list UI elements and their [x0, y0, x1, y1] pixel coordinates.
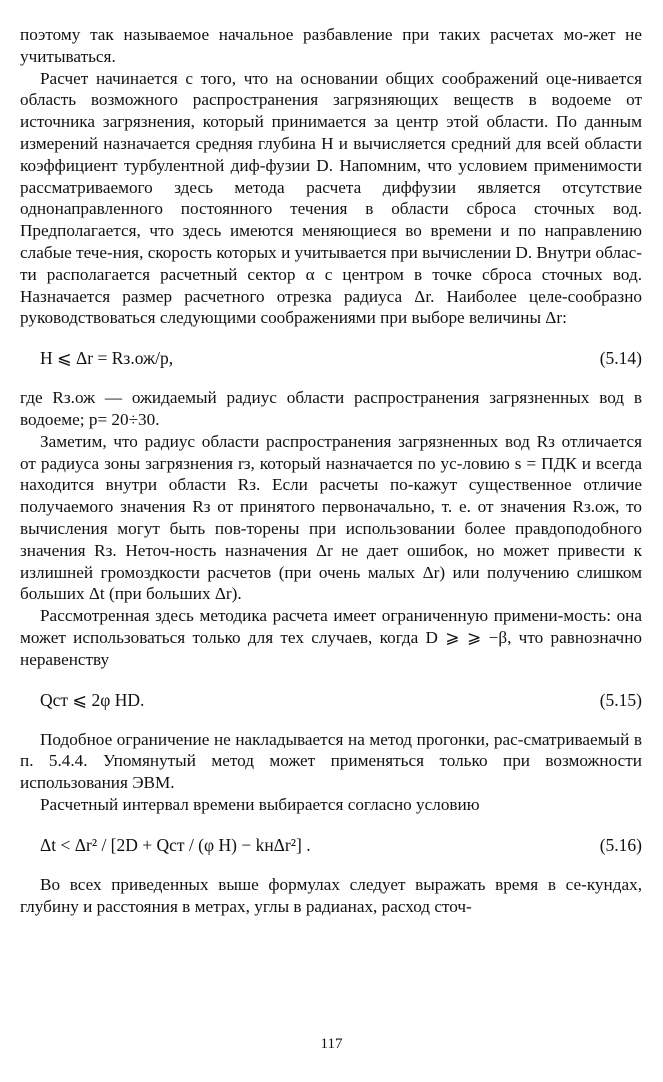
paragraph-continuation: поэтому так называемое начальное разбавление при таких расчетах мо-жет не учитываться.: [20, 25, 642, 66]
paragraph-time-interval: Расчетный интервал времени выбирается согласно условию: [40, 794, 480, 814]
formula-number: (5.15): [599, 689, 642, 710]
page-number: 117: [320, 1036, 343, 1052]
formula-expression: Δt < Δr² / [2D + Qст / (φ H) − kнΔr²] .: [40, 834, 311, 855]
formula-number: (5.14): [599, 348, 642, 369]
paragraph-note: Заметим, что радиус области распространения загрязненных вод Rз отличается от радиуса зоны загрязнения rз, который назначается по ус-ловию s = ПДК и всегда находится внутри области Rз. Если расчеты по-кажут существенное отличие получаемого значения Rз от принятого первоначально, т. е. от значения Rз.ож, то вычисления могут быть пов-торены при использовании более правдоподобного значения Rз. Неточ-ность назначения Δr не дает ошибок, но может привести к излишней громоздкости расчетов (при очень малых Δr) или получению слишком больших Δt (при больших Δr).: [20, 431, 642, 604]
page-body: [20, 24, 642, 917]
formula-5-15: [20, 690, 642, 712]
formula-number: (5.16): [599, 834, 642, 855]
formula-5-16: [20, 835, 642, 857]
paragraph-units: Во всех приведенных выше формулах следует выражать время в се-кундах, глубину и расстояния в метрах, углы в радианах, расход сточ-: [20, 874, 642, 916]
paragraph-where: где Rз.ож — ожидаемый радиус области распространения загрязненных вод в водоеме; p= 20÷30.: [20, 388, 642, 429]
formula-expression: H ⩽ Δr = Rз.ож/p,: [40, 348, 174, 369]
paragraph-restriction: Подобное ограничение не накладывается на метод прогонки, рас-сматриваемый в п. 5.4.4. Упомянутый метод может применяться только при возможности использования ЭВМ.: [20, 729, 642, 793]
formula-5-14: [20, 348, 642, 370]
formula-expression: Qст ⩽ 2φ HD.: [40, 689, 145, 710]
paragraph-method-limits: Рассмотренная здесь методика расчета имеет ограниченную примени-мость: она может использоваться только для тех случаев, когда D ⩾ ⩾ −β, что равнозначно неравенству: [20, 606, 642, 669]
paragraph-calculation-start: Расчет начинается с того, что на основании общих соображений оце-нивается область возможного распространения загрязняющих веществ в водоеме от источника загрязнения, который принимается за центр этой области. По данным измерений назначается средняя глубина H и вычисляется средний для всей области коэффициент турбулентной диф-фузии D. Напомним, что условием применимости рассматриваемого здесь метода расчета диффузии является отсутствие однонаправленного постоянного течения в области сброса сточных вод. Предполагается, что здесь имеются меняющиеся во времени и по направлению слабые тече-ния, скорость которых и учитывается при вычислении D. Внутри облас-ти располагается расчетный сектор α с центром в точке сброса сточных вод. Назначается размер расчетного отрезка радиуса Δr. Наиболее целе-сообразно руководствоваться следующими соображениями при выборе величины Δr:: [20, 68, 642, 328]
